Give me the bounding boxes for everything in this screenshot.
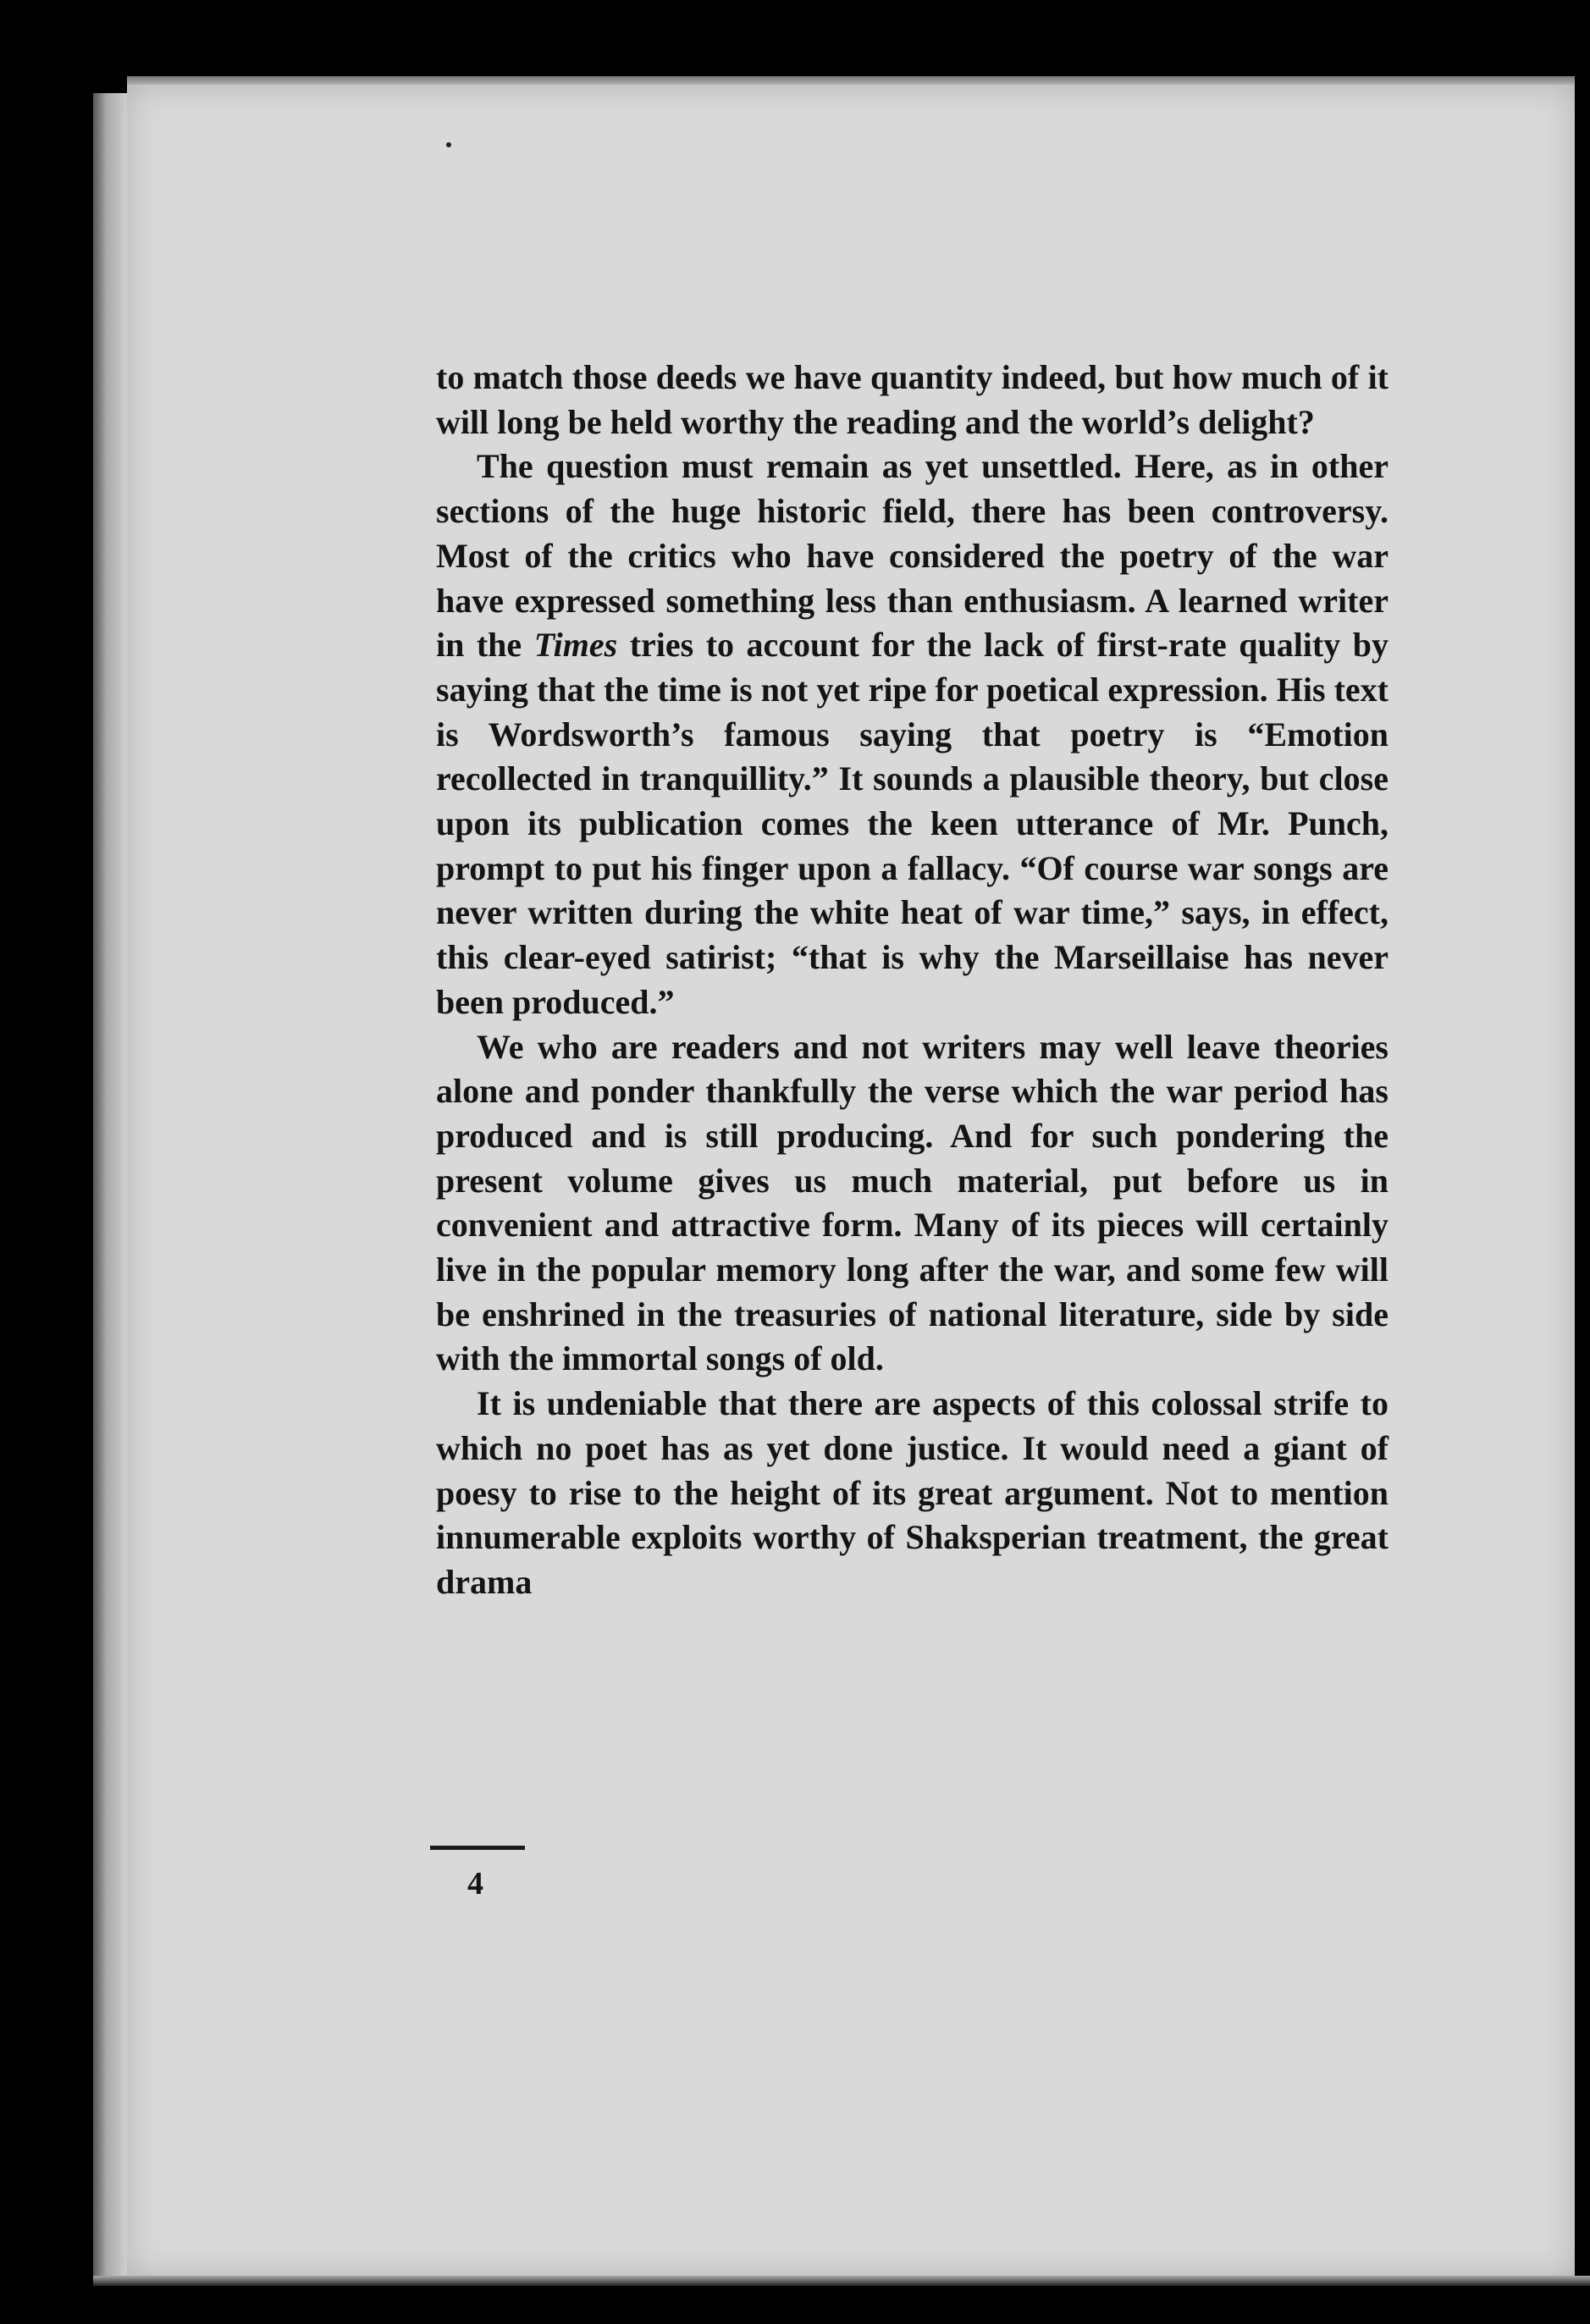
paragraph-4 (436, 1382, 1388, 1605)
times-italic: Times (533, 626, 618, 665)
page-edge-bottom (93, 2276, 1590, 2286)
ink-speck (446, 142, 451, 147)
paragraph-1-text: to match those deeds we have quantity indeed, but how much of it will long be held worthy the reading and the world’s delight? (436, 358, 1388, 441)
paragraph-2 (436, 444, 1388, 1024)
page-number: 4 (467, 1866, 483, 1902)
paragraph-4-text: It is undeniable that there are aspects of this colossal strife to which no poet has as yet done justice. It would need a giant of poesy to rise to the height of its great argument. Not to mention innumerable exploits worthy of Shaksperian treatment, the great drama (436, 1384, 1388, 1601)
paragraph-3 (436, 1025, 1388, 1383)
paragraph-2-text-b: tries to account for the lack of first-rate quality by saying that the time is not yet ripe for poetical expression. His text is Wordsworth’s famous saying that poetry is “Emotion recollected in tranquillity.” It sounds a plausible theory, but close upon its publication comes the keen utterance of Mr. Punch, prompt to put his finger upon a fallacy. “Of course war songs are never written during the white heat of war time,” says, in effect, this clear-eyed satirist; “that is why the Marseillaise has never been produced.” (436, 626, 1388, 1021)
paragraph-1 (436, 356, 1388, 444)
body-text (436, 356, 1388, 1605)
page-edge-left (93, 93, 127, 2277)
paragraph-2-text-a: The question must remain as yet unsettled. Here, as in other sections of the huge historic field, there has been controversy. Most of the critics who have considered the poetry of the war have expressed something less than enthusiasm. A learned writer in the (436, 447, 1388, 665)
paragraph-3-text: We who are readers and not writers may well leave theories alone and ponder thankfully the verse which the war period has produced and is still producing. And for such pondering the present volume gives us much material, put before us in convenient and attractive form. Many of its pieces will certainly live in the popular memory long after the war, and some few will be enshrined in the treasuries of national literature, side by side with the immortal songs of old. (436, 1027, 1388, 1378)
footer-rule (430, 1846, 525, 1850)
